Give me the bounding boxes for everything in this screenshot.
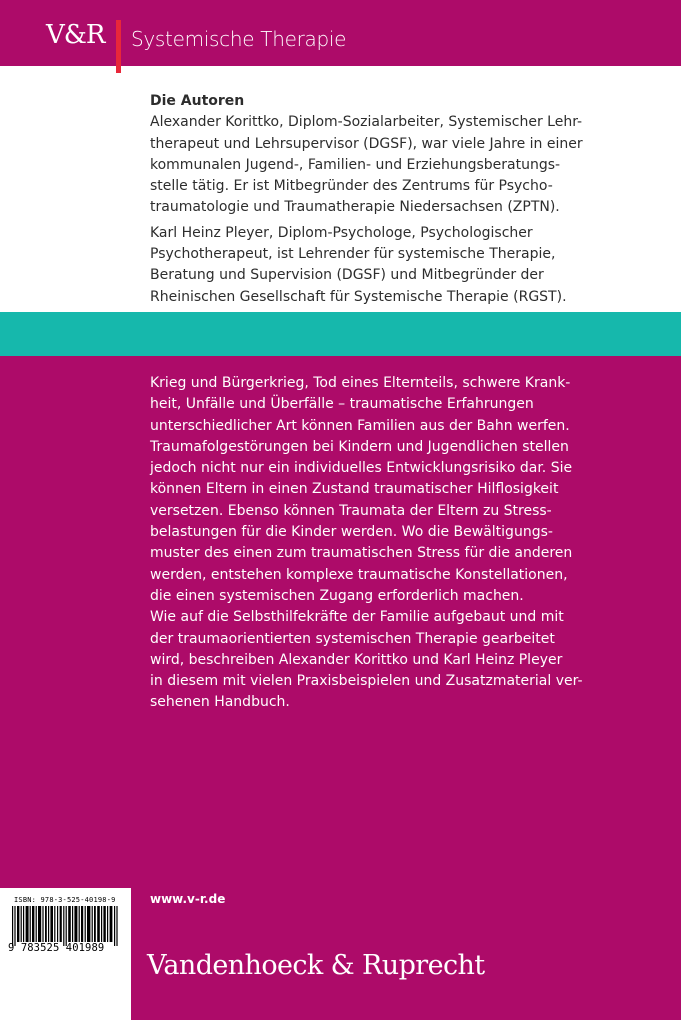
website-link[interactable]: www.v-r.de — [150, 892, 226, 906]
publisher-name: Vandenhoeck & Ruprecht — [147, 950, 485, 981]
barcode-box — [0, 888, 131, 1020]
series-title: Systemische Therapie — [131, 27, 347, 51]
teal-band — [0, 312, 681, 356]
author-korittko-bio: Alexander Korittko, Diplom-Sozialarbeiter, Systemischer Lehr- therapeut und Lehrsupervisor (DGSF), war viele Jahre in einer kommunalen Jugend-, Familien- und Erziehungsberatungs- stelle tätig. Er ist Mitbegründer des Zentrums für Psycho- traumatologie und Traumatherapie Niedersachsen (ZPTN). — [150, 114, 583, 216]
red-divider — [116, 20, 121, 73]
barcode-icon — [12, 906, 120, 946]
book-blurb: Krieg und Bürgerkrieg, Tod eines Elternteils, schwere Krank- heit, Unfälle und Überfälle – traumatische Erfahrungen unterschiedlicher Art können Familien aus der Bahn werfen. Traumafolgestörungen bei Kindern und Jugendlichen stellen jedoch nicht nur ein individuelles Entwicklungsrisiko dar. Sie können Eltern in einen Zustand traumatischer Hilflosigkeit versetzen. Ebenso können Traumata der Eltern zu Stress- belastungen für die Kinder werden. Wo die Bewältigungs- muster des einen zum traumatischen Stress für die anderen werden, entstehen komplexe traumatische Konstellationen, die einen systemischen Zugang erforderlich machen. Wie auf die Selbsthilfekräfte der Familie aufgebaut und mit der traumaorientierten systemischen Therapie gearbeitet wird, beschreiben Alexander Korittko und Karl Heinz Pleyer in diesem mit vielen Praxisbeispielen und Zusatzmaterial ver- sehenen Handbuch. — [150, 375, 583, 711]
vr-logo: V&R — [46, 20, 105, 50]
author-pleyer-bio: Karl Heinz Pleyer, Diplom-Psychologe, Psychologischer Psychotherapeut, ist Lehrender für systemische Therapie, Beratung und Supervision (DGSF) und Mitbegründer der Rheinischen Gesellschaft für Systemische Therapie (RGST). — [150, 224, 567, 305]
authors-heading: Die Autoren — [150, 93, 245, 109]
authors-section — [150, 91, 670, 308]
isbn-label: ISBN: 978-3-525-40198-9 — [14, 896, 116, 904]
barcode-digits: 9 783525 401989 — [8, 942, 105, 954]
